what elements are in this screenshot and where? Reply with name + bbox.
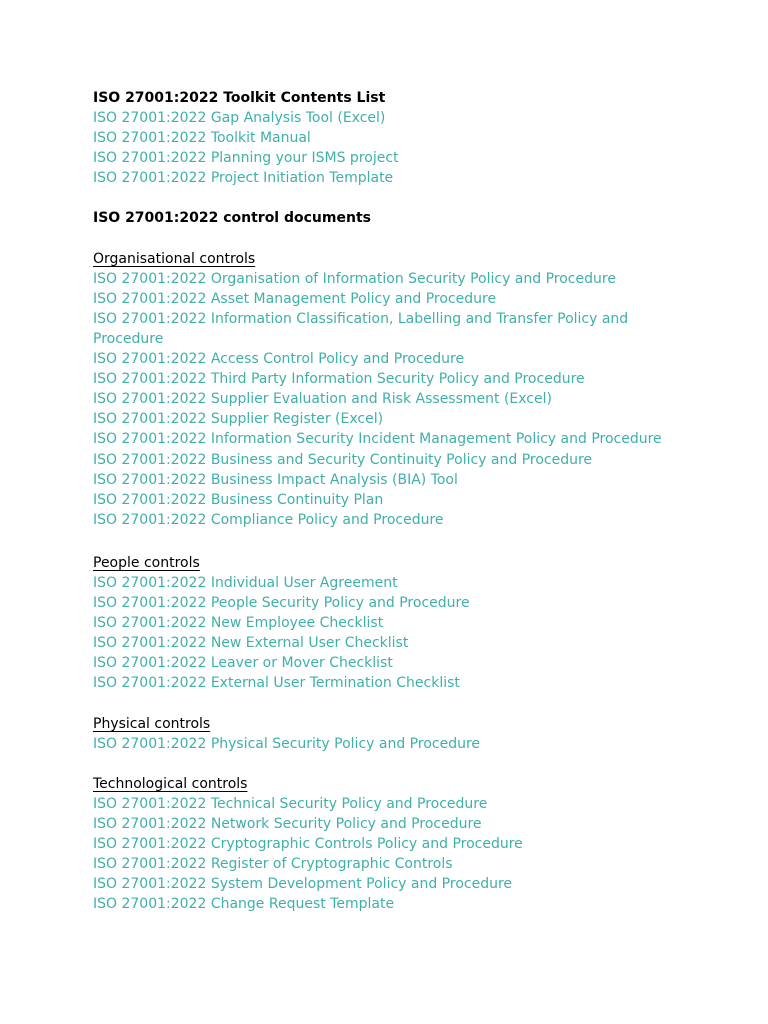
toolkit-contents-heading: ISO 27001:2022 Toolkit Contents List [93,90,386,106]
technological-control-link[interactable]: ISO 27001:2022 Cryptographic Controls Policy and Procedure [93,836,523,852]
control-documents-heading: ISO 27001:2022 control documents [93,210,371,227]
organisational-control-link[interactable]: ISO 27001:2022 Organisation of Information Security Policy and Procedure [93,270,616,287]
toolkit-link[interactable]: ISO 27001:2022 Gap Analysis Tool (Excel) [93,110,386,127]
people-control-link[interactable]: ISO 27001:2022 New Employee Checklist [93,615,384,632]
spacer [93,694,693,714]
organisational-control-link[interactable]: ISO 27001:2022 Asset Management Policy and Procedure [93,290,497,307]
organisational-control-link[interactable]: ISO 27001:2022 Third Party Information Security Policy and Procedure [93,371,585,388]
organisational-control-link[interactable]: ISO 27001:2022 Business Impact Analysis (BIA) Tool [93,471,458,488]
people-control-link[interactable]: ISO 27001:2022 People Security Policy and Procedure [93,595,470,612]
people-controls-heading: People controls [93,554,200,571]
document-page [93,88,693,914]
people-control-link[interactable]: ISO 27001:2022 New External User Checklist [93,635,409,652]
organisational-control-link[interactable]: ISO 27001:2022 Information Security Incident Management Policy and Procedure [93,431,662,448]
people-control-link[interactable]: ISO 27001:2022 External User Termination Checklist [93,675,460,692]
technological-control-link[interactable]: ISO 27001:2022 Register of Cryptographic Controls [93,856,453,873]
technological-control-link[interactable]: ISO 27001:2022 Network Security Policy and Procedure [93,815,482,832]
organisational-control-link[interactable]: ISO 27001:2022 Compliance Policy and Procedure [93,511,444,528]
organisational-control-link[interactable]: ISO 27001:2022 Supplier Evaluation and Risk Assessment (Excel) [93,391,552,408]
people-control-link[interactable]: ISO 27001:2022 Leaver or Mover Checklist [93,655,393,672]
organisational-control-link[interactable]: ISO 27001:2022 Business Continuity Plan [93,491,384,508]
technological-control-link[interactable]: ISO 27001:2022 System Development Policy and Procedure [93,876,513,893]
organisational-controls-heading: Organisational controls [93,250,256,267]
toolkit-link[interactable]: ISO 27001:2022 Project Initiation Template [93,170,394,187]
physical-control-link[interactable]: ISO 27001:2022 Physical Security Policy and Procedure [93,735,481,752]
technological-controls-heading: Technological controls [93,775,248,792]
spacer [93,754,693,774]
toolkit-link[interactable]: ISO 27001:2022 Toolkit Manual [93,130,311,147]
organisational-control-link[interactable]: ISO 27001:2022 Information Classification, Labelling and Transfer Policy and Procedure [93,310,629,347]
spacer [93,188,693,208]
technological-control-link[interactable]: ISO 27001:2022 Technical Security Policy and Procedure [93,795,488,812]
organisational-control-link[interactable]: ISO 27001:2022 Business and Security Continuity Policy and Procedure [93,451,593,468]
spacer [93,229,693,249]
physical-controls-heading: Physical controls [93,715,211,732]
people-control-link[interactable]: ISO 27001:2022 Individual User Agreement [93,574,398,591]
toolkit-link[interactable]: ISO 27001:2022 Planning your ISMS project [93,150,399,167]
spacer [93,530,693,553]
organisational-control-link[interactable]: ISO 27001:2022 Access Control Policy and Procedure [93,351,465,368]
technological-control-link[interactable]: ISO 27001:2022 Change Request Template [93,896,395,913]
organisational-control-link[interactable]: ISO 27001:2022 Supplier Register (Excel) [93,411,384,428]
